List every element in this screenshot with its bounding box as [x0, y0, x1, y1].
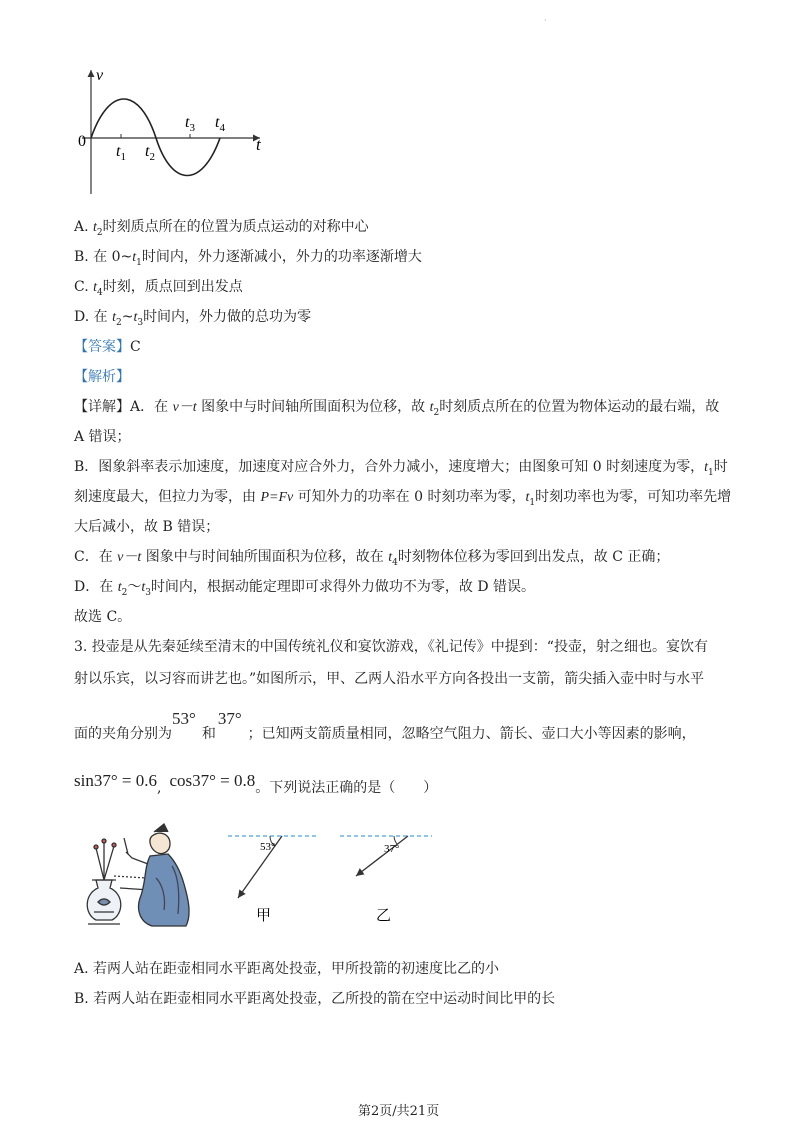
detail-b-line1: B．图象斜率表示加速度，加速度对应合外力，合外力减小，速度增大；由图象可知 0 时刻速度为零，$t_1$时 — [74, 459, 728, 478]
t2-label: $t_2$ — [145, 143, 155, 163]
diagram-jia — [222, 828, 332, 928]
detail-a-line1: 【详解】A．在 v－t 图象中与时间轴所围面积为位移，故 $t_2$时刻质点所在的位置为物体运动的最右端，故 — [74, 399, 720, 418]
detail-b-line2: 刻速度最大，但拉力为零，由 P=Fv 可知外力的功率在 0 时刻功率为零，$t_1$时刻功率也为零，可知功率先增 — [74, 489, 732, 508]
analysis-tag: 【解析】 — [74, 369, 130, 385]
q3-line1: 3. 投壶是从先秦延续至清末的中国传统礼仪和宴饮游戏，《礼记传》中提到：“投壶，射之细也。宴饮有 — [74, 639, 708, 655]
label-yi: 乙 — [376, 906, 392, 924]
sin-formula: sin37° = 0.6 — [74, 771, 157, 790]
q2-option-b: B. 在 $0\sim t_1$时间内，外力逐渐减小，外力的功率逐渐增大 — [74, 249, 422, 268]
cos-formula: cos37° = 0.8 — [169, 771, 256, 790]
detail-d-line: D．在 $t_2\sim t_3$时间内，根据动能定理即可求得外力做功不为零，故 D 错误。 — [74, 579, 536, 598]
detail-c-line: C．在 v－t 图象中与时间轴所围面积为位移，故在 $t_4$时刻物体位移为零回到出发点，故 C 正确； — [74, 549, 670, 568]
corner-mark: · — [544, 16, 547, 25]
answer-value: C — [130, 339, 141, 355]
angle-53: 53° — [172, 709, 196, 728]
t3-label: $t_3$ — [185, 114, 195, 134]
q2-option-d: D. 在 $t_2\sim t_3$时间内，外力做的总功为零 — [74, 309, 312, 328]
t4-label: $t_4$ — [215, 114, 225, 134]
t-axis-label: t — [256, 135, 261, 154]
velocity-curve — [91, 99, 220, 176]
angle-label-yi: 37° — [384, 843, 400, 855]
angle-label-jia: 53° — [260, 841, 276, 853]
q3-option-a: A. 若两人站在距壶相同水平距离处投壶，甲所投箭的初速度比乙的小 — [74, 961, 500, 977]
q3-line3: 面的夹角分别为53°和37°；已知两支箭质量相同，忽略空气阻力、箭长、壶口大小等因素的影响， — [74, 709, 696, 742]
thrower-figure — [124, 824, 189, 926]
q3-option-b: B. 若两人站在距壶相同水平距离处投壶，乙所投的箭在空中运动时间比甲的长 — [74, 991, 556, 1007]
q2-option-c: C. $t_4$时刻，质点回到出发点 — [74, 279, 243, 298]
q2-option-a: A. $t_2$时刻质点所在的位置为质点运动的对称中心 — [74, 219, 369, 238]
q3-line2: 射以乐宾，以习容而讲艺也。”如图所示，甲、乙两人沿水平方向各投出一支箭，箭尖插入壶中时与水平 — [74, 671, 705, 687]
q3-line4: sin37° = 0.6, cos37° = 0.8。下列说法正确的是（ ） — [74, 771, 438, 796]
arrow-yi — [356, 836, 408, 876]
t1-label: $t_1$ — [116, 143, 126, 163]
vt-graph — [74, 64, 274, 199]
detail-conclusion: 故选 C。 — [74, 609, 132, 625]
page-footer: 第2页/共21页 — [358, 1104, 440, 1119]
v-axis-label: v — [96, 67, 104, 84]
detail-b-line3: 大后减小，故 B 错误； — [74, 519, 220, 535]
pitch-pot-illustration — [74, 818, 204, 930]
detail-a-line2: A 错误； — [74, 429, 131, 445]
diagram-yi — [336, 828, 446, 928]
answer-tag: 【答案】 — [74, 339, 130, 355]
label-jia: 甲 — [256, 906, 272, 924]
answer-line — [74, 338, 141, 356]
angle-37: 37° — [217, 709, 242, 728]
origin-label: 0 — [78, 133, 86, 150]
